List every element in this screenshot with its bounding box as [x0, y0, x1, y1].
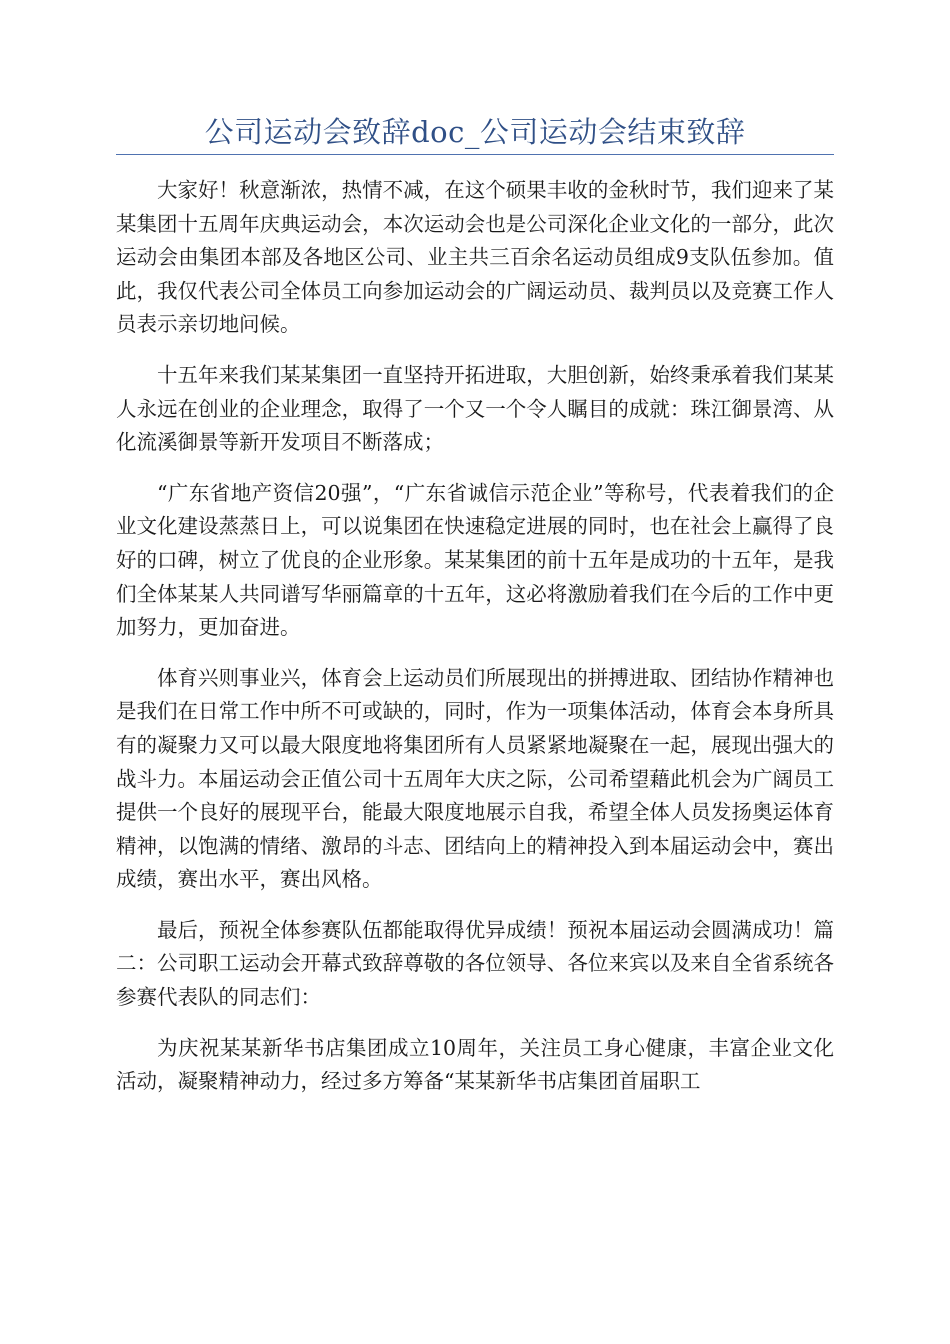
paragraph-4: 体育兴则事业兴，体育会上运动员们所展现出的拼搏进取、团结协作精神也是我们在日常工作中所不可或缺的，同时，作为一项集体活动，体育会本身所具有的凝聚力又可以最大限度地将集团所有人员紧紧地凝聚在一起，展现出强大的战斗力。本届运动会正值公司十五周年大庆之际，公司希望藉此机会为广阔员工提供一个良好的展现平台，能最大限度地展示自我，希望全体人员发扬奥运体育精神，以饱满的情绪、激昂的斗志、团结向上的精神投入到本届运动会中，赛出成绩，赛出水平，赛出风格。 [116, 665, 834, 892]
paragraph-1: 大家好！秋意渐浓，热情不减，在这个硕果丰收的金秋时节，我们迎来了某某集团十五周年庆典运动会，本次运动会也是公司深化企业文化的一部分，此次运动会由集团本部及各地区公司、业主共三百余名运动员组成9支队伍参加。值此，我仅代表公司全体员工向参加运动会的广阔运动员、裁判员以及竞赛工作人员表示亲切地问候。 [116, 178, 834, 337]
paragraph-5: 最后，预祝全体参赛队伍都能取得优异成绩！预祝本届运动会圆满成功！篇二：公司职工运动会开幕式致辞尊敬的各位领导、各位来宾以及来自全省系统各参赛代表队的同志们： [116, 917, 834, 1010]
document-title: 公司运动会致辞doc_公司运动会结束致辞 [204, 115, 746, 149]
paragraph-6: 为庆祝某某新华书店集团成立10周年，关注员工身心健康，丰富企业文化活动，凝聚精神动力，经过多方筹备“某某新华书店集团首届职工 [116, 1035, 834, 1094]
title-underline [116, 154, 834, 155]
paragraph-2: 十五年来我们某某集团一直坚持开拓进取，大胆创新，始终秉承着我们某某人永远在创业的企业理念，取得了一个又一个令人瞩目的成就：珠江御景湾、从化流溪御景等新开发项目不断落成； [116, 362, 834, 455]
paragraph-3: “广东省地产资信20强”，“广东省诚信示范企业”等称号，代表着我们的企业文化建设蒸蒸日上，可以说集团在快速稳定进展的同时，也在社会上赢得了良好的口碑，树立了优良的企业形象。某某集团的前十五年是成功的十五年，是我们全体某某人共同谱写华丽篇章的十五年，这必将激励着我们在今后的工作中更加努力，更加奋进。 [116, 480, 834, 640]
document-body [116, 174, 834, 1116]
